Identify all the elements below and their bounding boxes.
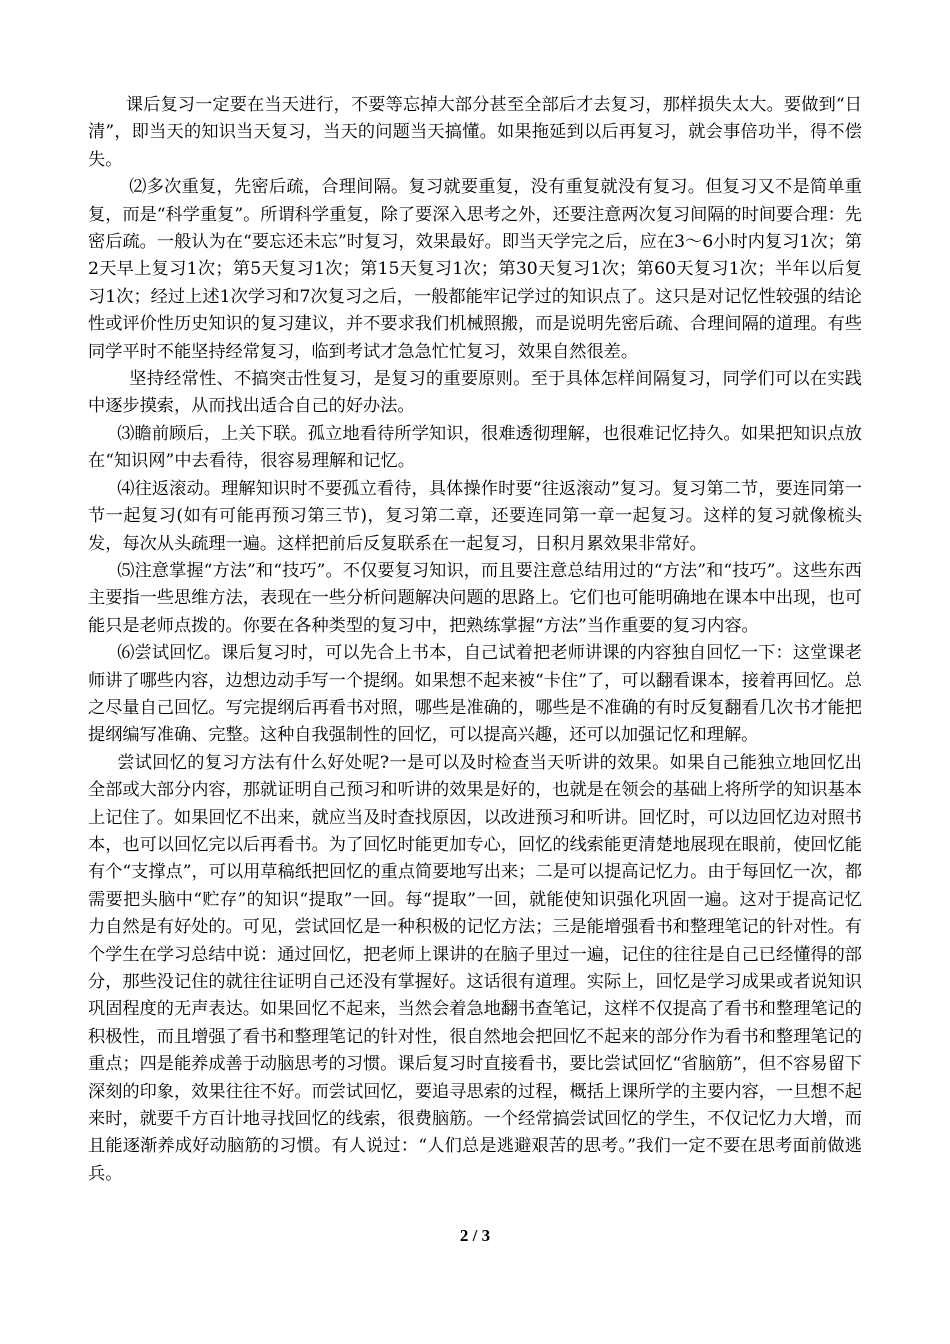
paragraph-methods-skills: ⑸注意掌握“方法”和“技巧”。不仅要复习知识，而且要注意总结用过的“方法”和“技巧”。这些东西主要指一些思维方法，表现在一些分析问题解决问题的思路上。它们也可能明确地在课本中出现，也可能只是老师点拨的。你要在各种类型的复习中，把熟练掌握“方法”当作重要的复习内容。 xyxy=(88,560,862,636)
paragraph-link-knowledge: ⑶瞻前顾后，上关下联。孤立地看待所学知识，很难透彻理解，也很难记忆持久。如果把知识点放在“知识网”中去看待，很容易理解和记忆。 xyxy=(88,423,862,472)
paragraph-rolling-review: ⑷往返滚动。理解知识时不要孤立看待，具体操作时要“往返滚动”复习。复习第二节，要连同第一节一起复习(如有可能再预习第三节)，复习第二章，还要连同第一章一起复习。这样的复习就像梳头发，每次从头疏理一遍。这样把前后反复联系在一起复习，日积月累效果非常好。 xyxy=(88,478,862,554)
paragraph-daily-review: 课后复习一定要在当天进行，不要等忘掉大部分甚至全部后才去复习，那样损失太大。要做到“日清”，即当天的知识当天复习，当天的问题当天搞懂。如果拖延到以后再复习，就会事倍功半，得不偿失。 xyxy=(88,95,862,170)
paragraph-regular-review: 坚持经常性、不搞突击性复习，是复习的重要原则。至于具体怎样间隔复习，同学们可以在实践中逐步摸索，从而找出适合自己的好办法。 xyxy=(88,369,862,417)
page-number: 2 / 3 xyxy=(459,1226,491,1245)
paragraph-spaced-repetition: ⑵多次重复，先密后疏，合理间隔。复习就要重复，没有重复就没有复习。但复习又不是简单重复，而是“科学重复”。所谓科学重复，除了要深入思考之外，还要注意两次复习间隔的时间要合理：先密后疏。一般认为在“要忘还未忘”时复习，效果最好。即当天学完之后，应在3～6小时内复习1次；第2天早上复习1次；第5天复习1次；第15天复习1次；第30天复习1次；第60天复习1次；半年以后复习1次；经过上述1次学习和7次复习之后，一般都能牢记学过的知识点了。这只是对记忆性较强的结论性或评价性历史知识的复习建议，并不要求我们机械照搬，而是说明先密后疏、合理间隔的道理。有些同学平时不能坚持经常复习，临到考试才急急忙忙复习，效果自然很差。 xyxy=(88,177,862,362)
paragraph-try-recall: ⑹尝试回忆。课后复习时，可以先合上书本，自己试着把老师讲课的内容独自回忆一下：这堂课老师讲了哪些内容，边想边动手写一个提纲。如果想不起来被“卡住”了，可以翻看课本，接着再回忆。总之尽量自己回忆。写完提纲后再看书对照，哪些是准确的，哪些是不准确的有时反复翻看几次书才能把提纲编写准确、完整。这种自我强制性的回忆，可以提高兴趣，还可以加强记忆和理解。 xyxy=(88,643,862,746)
paragraph-recall-benefits: 尝试回忆的复习方法有什么好处呢?一是可以及时检查当天听讲的效果。如果自己能独立地回忆出全部或大部分内容，那就证明自己预习和听讲的效果是好的，也就是在领会的基础上将所学的知识基本上记住了。如果回忆不出来，就应当及时查找原因，以改进预习和听讲。回忆时，可以边回忆边对照书本，也可以回忆完以后再看书。为了回忆时能更加专心，回忆的线索能更清楚地展现在眼前，使回忆能有个“支撑点”，可以用草稿纸把回忆的重点简要地写出来；二是可以提高记忆力。由于每回忆一次，都需要把头脑中“贮存”的知识“提取”一回。每“提取”一回，就能使知识强化巩固一遍。这对于提高记忆力自然是有好处的。可见，尝试回忆是一种积极的记忆方法；三是能增强看书和整理笔记的针对性。有个学生在学习总结中说：通过回忆，把老师上课讲的在脑子里过一遍，记住的往往是自己已经懂得的部分，那些没记住的就往往证明自己还没有掌握好。这话很有道理。实际上，回忆是学习成果或者说知识巩固程度的无声表达。如果回忆不起来，当然会着急地翻书查笔记，这样不仅提高了看书和整理笔记的积极性，而且增强了看书和整理笔记的针对性，很自然地会把回忆不起来的部分作为看书和整理笔记的重点；四是能养成善于动脑思考的习惯。课后复习时直接看书，要比尝试回忆“省脑筋”，但不容易留下深刻的印象，效果往往不好。而尝试回忆，要追寻思索的过程，概括上课所学的主要内容，一旦想不起来时，就要千方百计地寻找回忆的线索，很费脑筋。一个经常搞尝试回忆的学生，不仅记忆力大增，而且能逐渐养成好动脑筋的习惯。有人说过：“人们总是逃避艰苦的思考。”我们一定不要在思考面前做逃兵。 xyxy=(88,752,862,1184)
document-body xyxy=(88,92,862,1188)
